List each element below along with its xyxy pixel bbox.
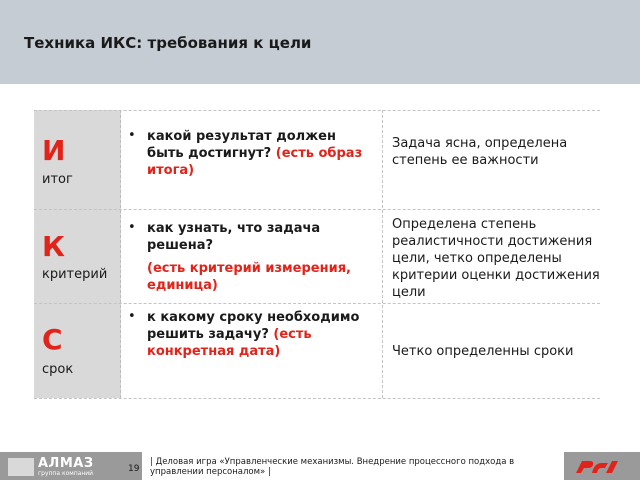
row-1-hint: (есть образ итога): [147, 146, 363, 178]
row-3-hint: (есть конкретная дата): [147, 327, 312, 359]
row-2-question: [147, 220, 372, 294]
table-border-top: [34, 110, 600, 111]
row-3-note: Четко определенны сроки: [392, 344, 574, 359]
almaz-logo: [8, 456, 94, 478]
row-3-question: [147, 309, 372, 360]
row-3-question-text: к какому сроку необходимо решить задачу?: [147, 310, 360, 342]
letter-k: К: [42, 230, 65, 263]
letter-s-label: срок: [42, 362, 74, 377]
row-divider-1: [34, 209, 600, 210]
page-number: 19: [128, 464, 140, 474]
diamond-icon: [8, 458, 34, 476]
letter-s: С: [42, 323, 63, 356]
row-2-note: Определена степень реалистичности достижения цели, четко определены критерии оценки достижения цели: [392, 217, 600, 300]
logo-subtitle: группа компаний: [38, 469, 94, 477]
footer-text: | Деловая игра «Управленческие механизмы. Внедрение процессного подхода в управлении персоналом» |: [150, 457, 515, 477]
row-3-bullet: •: [128, 309, 136, 324]
row-divider-2: [34, 303, 600, 304]
row-2-question-text: как узнать, что задача решена?: [147, 221, 321, 253]
logo-name: АЛМАЗ: [38, 455, 94, 471]
row-1-question: [147, 128, 372, 179]
row-2-bullet: •: [128, 220, 136, 235]
slide-title: Техника ИКС: требования к цели: [24, 34, 312, 52]
rzd-logo-icon: [572, 455, 620, 477]
row-1-bullet: •: [128, 128, 136, 143]
row-1-note: Задача ясна, определена степень ее важности: [392, 136, 568, 168]
letter-k-label: критерий: [42, 267, 108, 282]
letter-i-label: итог: [42, 172, 73, 187]
column-divider: [382, 110, 383, 398]
letter-i: И: [42, 134, 66, 167]
row-1-question-text: какой результат должен быть достигнут?: [147, 129, 336, 161]
row-2-hint: (есть критерий измерения, единица): [147, 261, 351, 293]
table-border-bottom: [34, 398, 600, 399]
